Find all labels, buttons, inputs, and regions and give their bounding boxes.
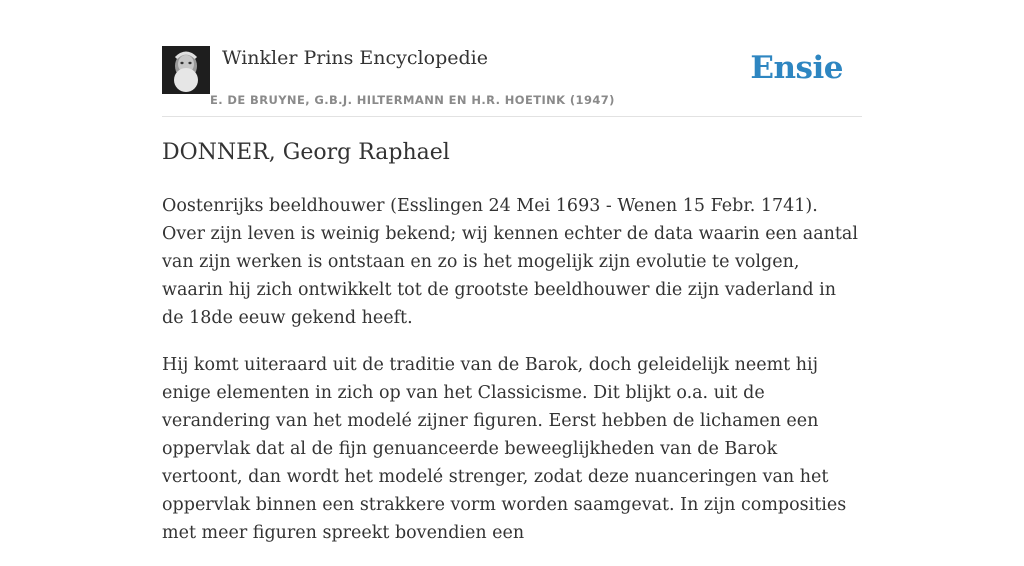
- source-title[interactable]: Winkler Prins Encyclopedie: [222, 47, 488, 69]
- author-portrait-icon: [162, 46, 210, 94]
- source-header: [162, 46, 862, 117]
- article-body: [162, 192, 862, 566]
- article-title: DONNER, Georg Raphael: [162, 140, 450, 165]
- author-avatar: [162, 46, 210, 94]
- source-authors: E. DE BRUYNE, G.B.J. HILTERMANN EN H.R. HOETINK (1947): [210, 93, 615, 107]
- article-paragraph: Oostenrijks beeldhouwer (Esslingen 24 Mei 1693 - Wenen 15 Febr. 1741). Over zijn leven is weinig bekend; wij kennen echter de data waarin een aantal van zijn werken is ontstaan en zo is het mogelijk zijn evolutie te volgen, waarin hij zich ontwikkelt tot de grootste beeldhouwer die zijn vaderland in de 18de eeuw gekend heeft.: [162, 196, 858, 328]
- article-paragraph: Hij komt uiteraard uit de traditie van de Barok, doch geleidelijk neemt hij enige elementen in zich op van het Classicisme. Dit blijkt o.a. uit de verandering van het modelé zijner figuren. Eerst hebben de lichamen een oppervlak dat al de fijn genuanceerde beweeglijkheden van de Barok vertoont, dan wordt het modelé strenger, zodat deze nuanceringen van het oppervlak binnen een strakkere vorm worden saamgevat. In zijn composities met meer figuren spreekt bovendien een: [162, 355, 847, 543]
- ensie-logo[interactable]: Ensie: [750, 50, 843, 86]
